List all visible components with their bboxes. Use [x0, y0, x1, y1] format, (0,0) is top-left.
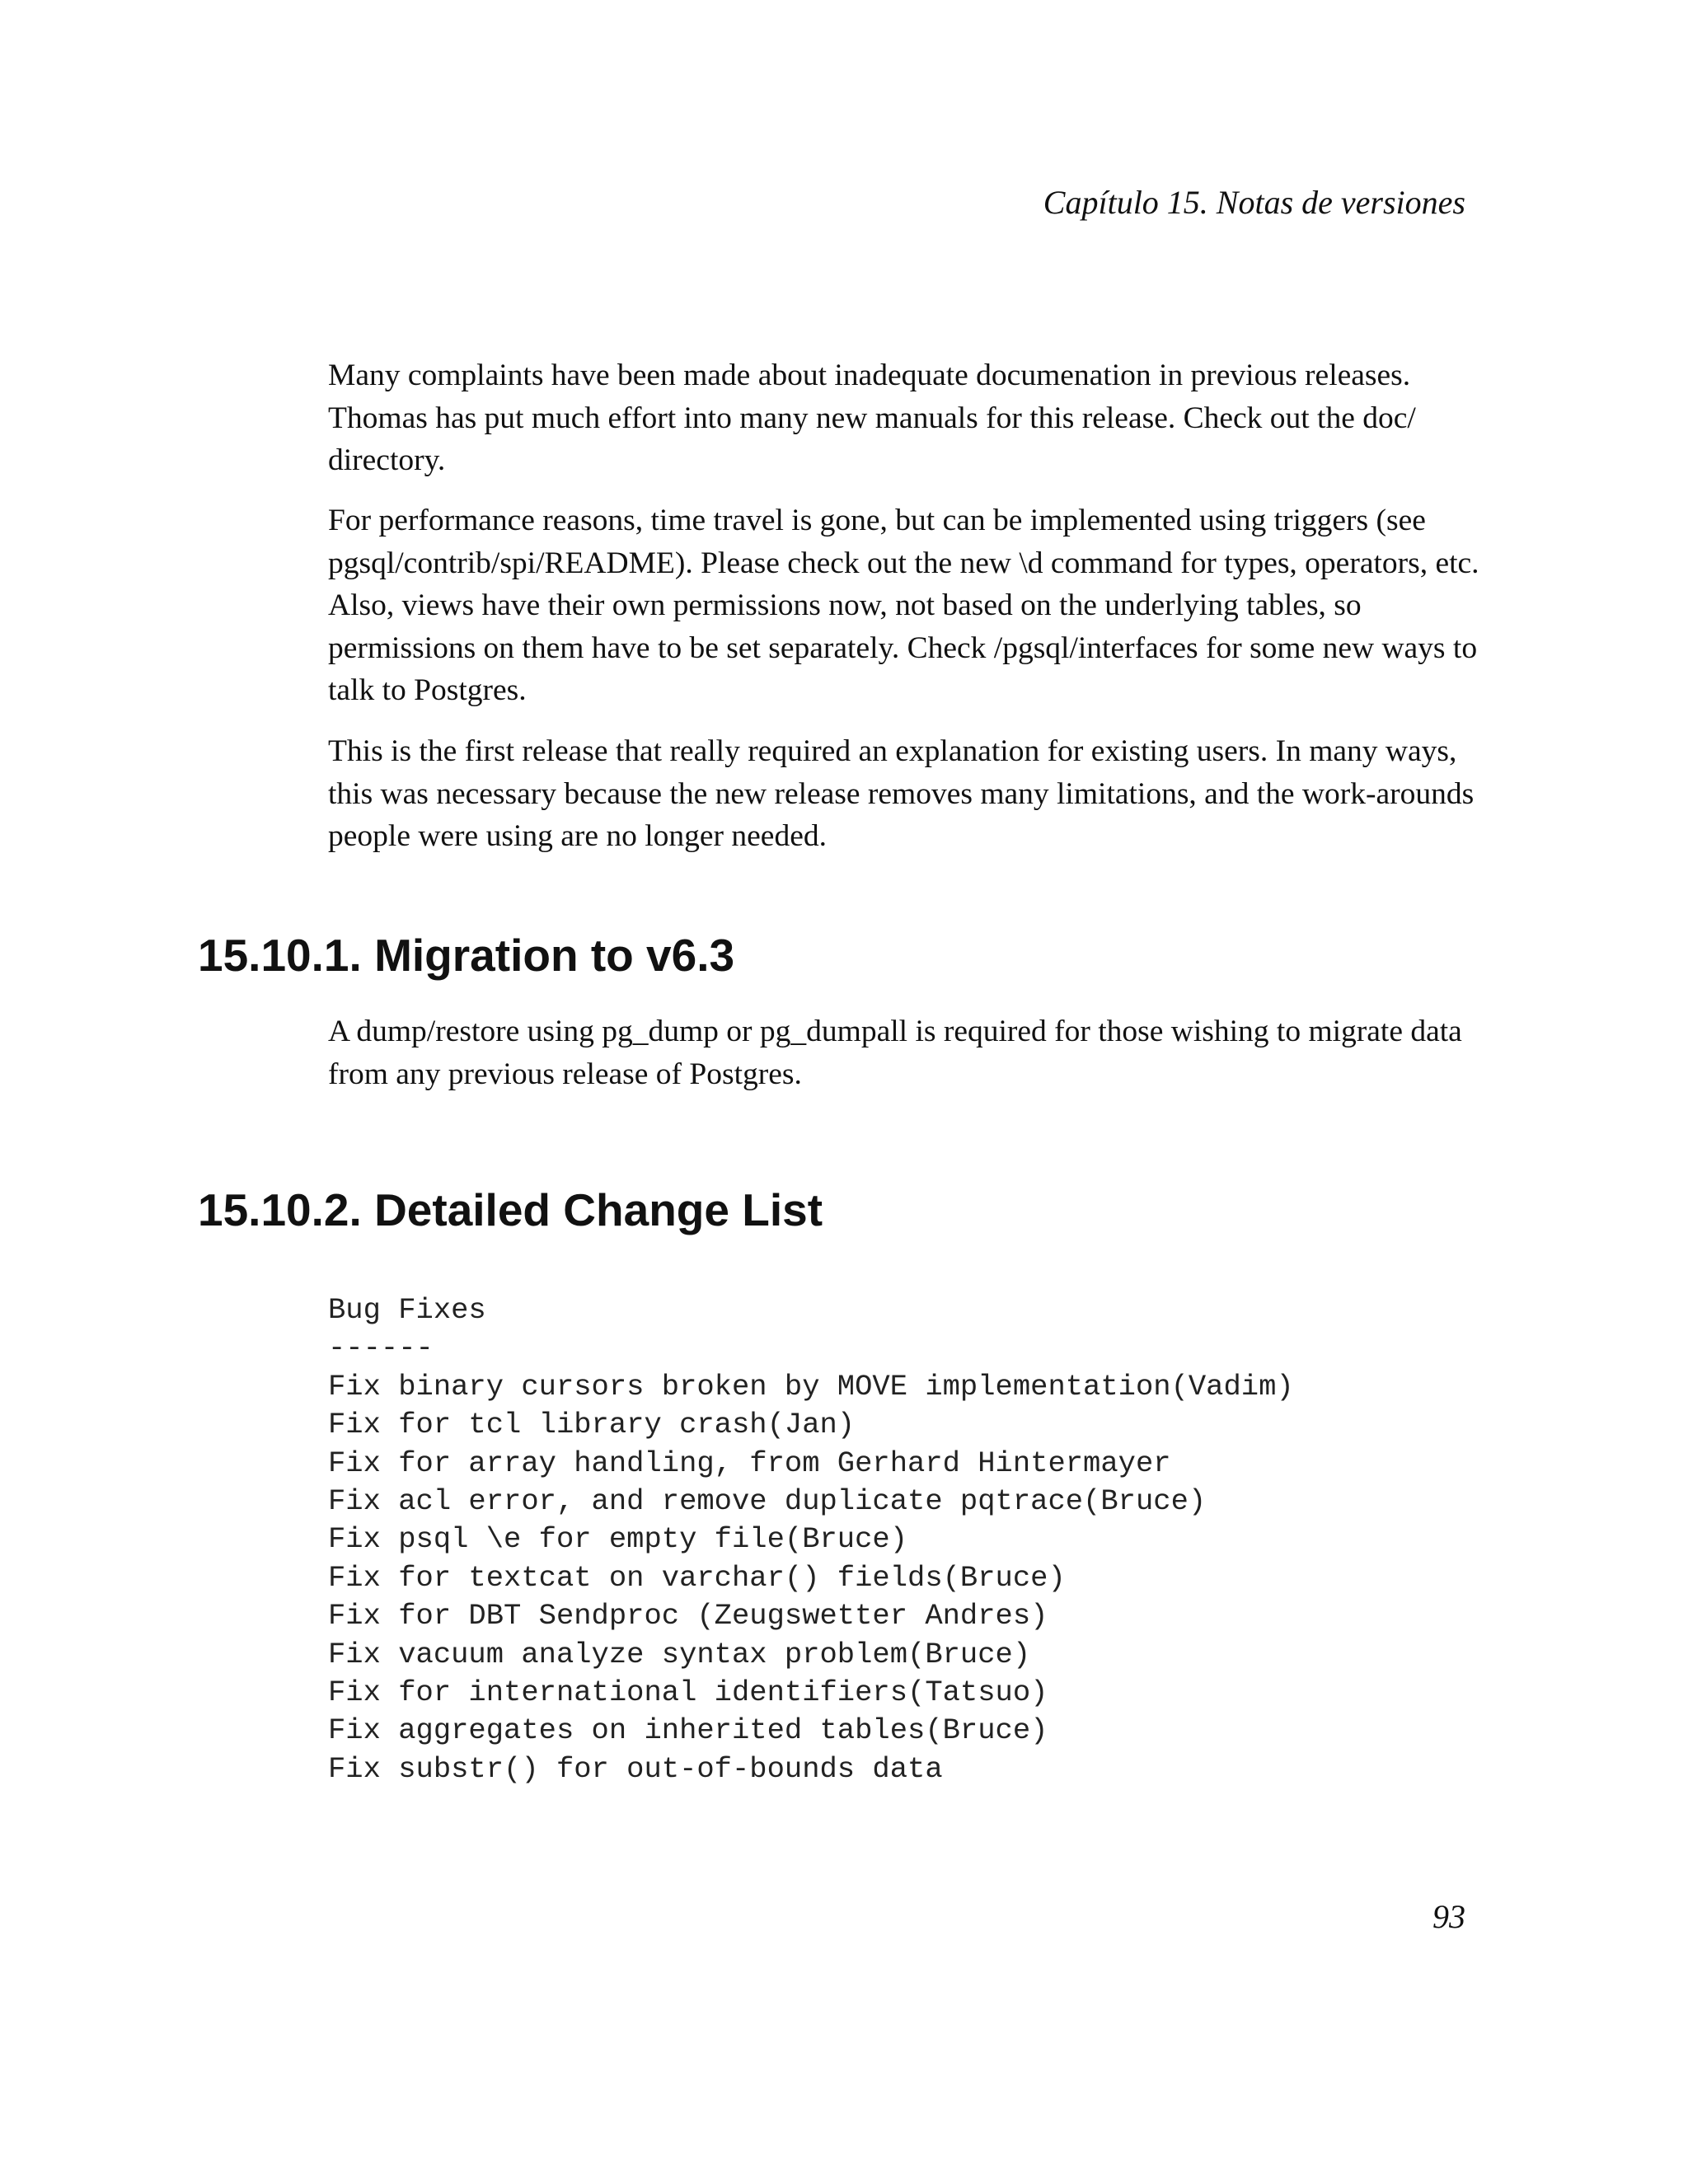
code-line: Bug Fixes [328, 1293, 486, 1327]
change-list-code-block [328, 1291, 1294, 1788]
page-number: 93 [1432, 1898, 1465, 1935]
code-line: Fix for international identifiers(Tatsuo) [328, 1675, 1048, 1709]
intro-paragraph-performance: For performance reasons, time travel is gone, but can be implemented using triggers (see pgsql/contrib/spi/README). Please check out the new \d command for types, operators, etc. Also, views have their own permissions now, not based on the underlying tables, so permissions on them have to be set separately. Check /pgsql/interfaces for some new ways to talk to Postgres. [328, 504, 1479, 708]
code-line: Fix for tcl library crash(Jan) [328, 1408, 856, 1442]
code-line: Fix for array handling, from Gerhard Hintermayer [328, 1446, 1171, 1480]
code-line: ------ [328, 1331, 434, 1366]
code-line: Fix acl error, and remove duplicate pqtrace(Bruce) [328, 1483, 1207, 1518]
section-heading-migration: 15.10.1. Migration to v6.3 [198, 930, 735, 981]
intro-paragraph-documentation: Many complaints have been made about inadequate documenation in previous releases. Thomas has put much effort into many new manuals for this release. Check out the doc/ directory. [328, 359, 1416, 478]
section-heading-change-list: 15.10.2. Detailed Change List [198, 1184, 823, 1235]
intro-paragraph-explanation: This is the first release that really required an explanation for existing users. In many ways, this was necessary because the new release removes many limitations, and the work-arounds people were using are no longer needed. [328, 734, 1475, 854]
code-line: Fix for textcat on varchar() fields(Bruce) [328, 1560, 1066, 1595]
running-header-chapter-title: Capítulo 15. Notas de versiones [1043, 184, 1465, 221]
migration-paragraph: A dump/restore using pg_dump or pg_dumpall is required for those wishing to migrate data from any previous release of Postgres. [328, 1015, 1462, 1091]
code-line: Fix substr() for out-of-bounds data [328, 1751, 943, 1786]
code-line: Fix binary cursors broken by MOVE implementation(Vadim) [328, 1369, 1294, 1404]
code-line: Fix aggregates on inherited tables(Bruce) [328, 1713, 1048, 1748]
code-line: Fix for DBT Sendproc (Zeugswetter Andres) [328, 1599, 1048, 1633]
code-line: Fix psql \e for empty file(Bruce) [328, 1522, 908, 1557]
code-line: Fix vacuum analyze syntax problem(Bruce) [328, 1637, 1031, 1671]
